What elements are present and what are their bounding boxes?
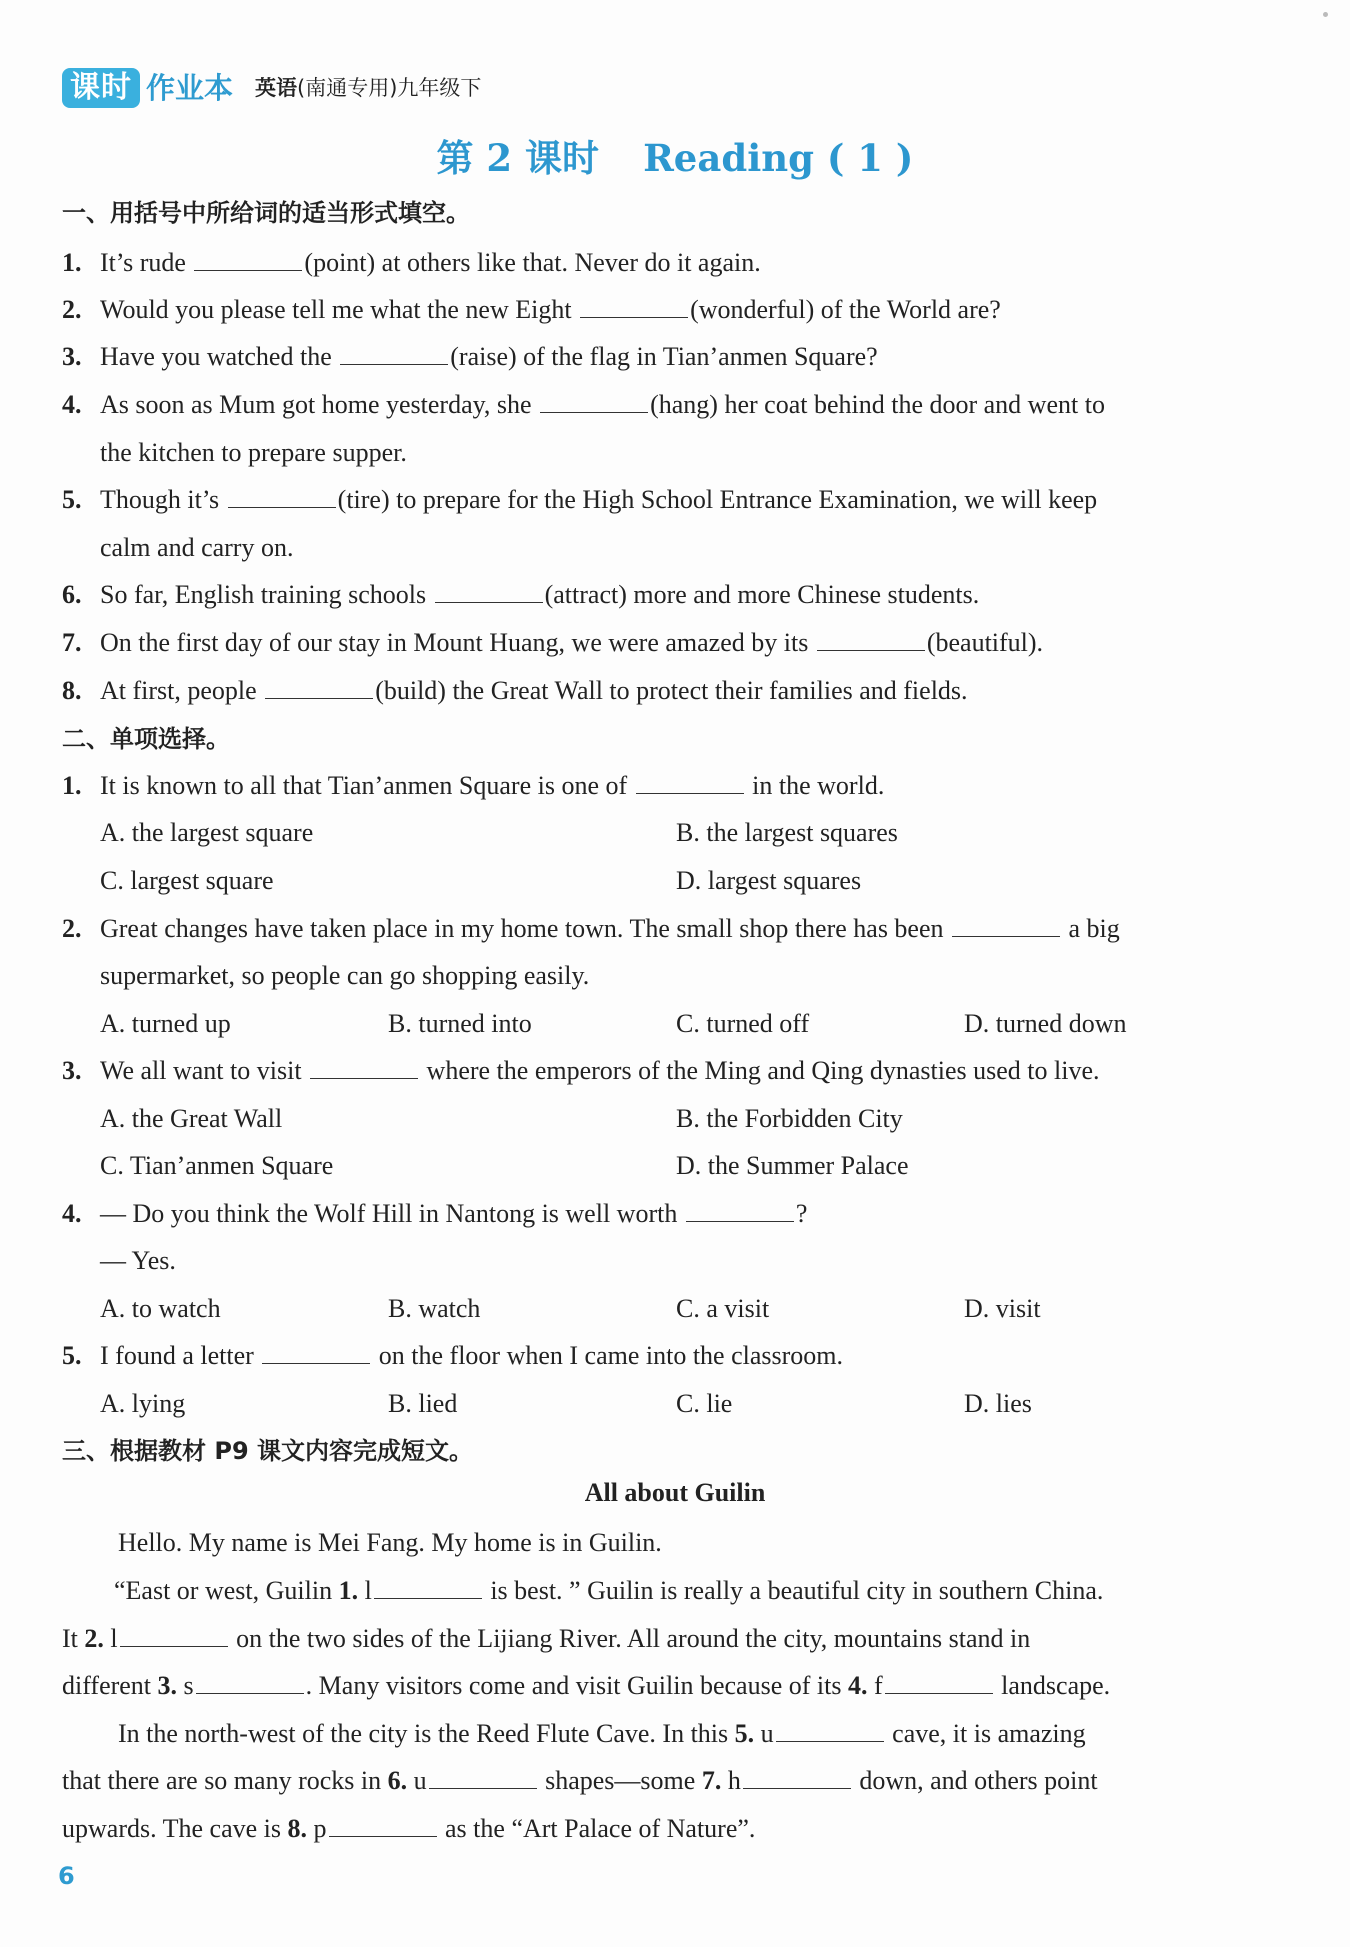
passage-line-6: that there are so many rocks in 6. u shapes—some 7. h down, and others point (62, 1766, 1098, 1795)
page-title (0, 128, 1350, 182)
book-header (62, 64, 481, 108)
p2-q2: 2. Great changes have taken place in my home town. The small shop there has been a big (62, 914, 1120, 943)
corner-mark (1323, 12, 1328, 17)
p1-item-8: 8. At first, people (build) the Great Wall to protect their families and fields. (62, 676, 968, 705)
option-a[interactable]: A. the Great Wall (100, 1104, 283, 1133)
option-d[interactable]: D. visit (964, 1294, 1041, 1323)
option-c[interactable]: C. turned off (676, 1009, 810, 1038)
passage-line-7: upwards. The cave is 8. p as the “Art Palace of Nature”. (62, 1814, 756, 1843)
p2-q4-reply: — Yes. (100, 1246, 176, 1275)
p2-q2-cont: supermarket, so people can go shopping easily. (100, 961, 590, 990)
option-b[interactable]: B. the Forbidden City (676, 1104, 903, 1133)
answer-blank[interactable] (686, 1197, 794, 1222)
p1-item-5: 5. Though it’s (tire) to prepare for the High School Entrance Examination, we will keep (62, 485, 1098, 514)
part2-heading: 二、单项选择。 (62, 725, 230, 753)
passage-line-2: “East or west, Guilin 1. l is best. ” Guilin is really a beautiful city in southern China. (114, 1576, 1104, 1605)
option-d[interactable]: D. the Summer Palace (676, 1151, 909, 1180)
p1-item-2: 2. Would you please tell me what the new Eight (wonderful) of the World are? (62, 295, 1001, 324)
p1-item-4: 4. As soon as Mum got home yesterday, she (hang) her coat behind the door and went to (62, 390, 1105, 419)
p1-item-6: 6. So far, English training schools (attract) more and more Chinese students. (62, 580, 980, 609)
option-a[interactable]: A. lying (100, 1389, 186, 1418)
passage-line-1: Hello. My name is Mei Fang. My home is in Guilin. (118, 1528, 662, 1557)
answer-blank[interactable] (262, 1339, 370, 1364)
part3-heading: 三、根据教材 P9 课文内容完成短文。 (62, 1437, 473, 1465)
option-b[interactable]: B. the largest squares (676, 818, 898, 847)
answer-blank[interactable] (374, 1574, 482, 1599)
option-c[interactable]: C. Tian’anmen Square (100, 1151, 334, 1180)
answer-blank[interactable] (636, 769, 744, 794)
p2-q4: 4. — Do you think the Wolf Hill in Nantong is well worth ? (62, 1199, 808, 1228)
answer-blank[interactable] (743, 1764, 851, 1789)
answer-blank[interactable] (265, 674, 373, 699)
p1-item-7: 7. On the first day of our stay in Mount Huang, we were amazed by its (beautiful). (62, 628, 1044, 657)
answer-blank[interactable] (580, 293, 688, 318)
option-b[interactable]: B. watch (388, 1294, 481, 1323)
option-b[interactable]: B. lied (388, 1389, 458, 1418)
option-a[interactable]: A. the largest square (100, 818, 314, 847)
answer-blank[interactable] (329, 1812, 437, 1837)
p2-q1: 1. It is known to all that Tian’anmen Square is one of in the world. (62, 771, 885, 800)
answer-blank[interactable] (952, 912, 1060, 937)
book-subtitle (255, 68, 481, 108)
option-a[interactable]: A. to watch (100, 1294, 221, 1323)
lesson-label: 第 2 课时 (436, 136, 600, 180)
passage-title: All about Guilin (584, 1478, 766, 1507)
answer-blank[interactable] (540, 388, 648, 413)
option-a[interactable]: A. turned up (100, 1009, 231, 1038)
option-d[interactable]: D. turned down (964, 1009, 1127, 1038)
answer-blank[interactable] (196, 1669, 304, 1694)
passage-line-5: In the north-west of the city is the Reed Flute Cave. In this 5. u cave, it is amazing (118, 1719, 1086, 1748)
option-d[interactable]: D. lies (964, 1389, 1032, 1418)
answer-blank[interactable] (885, 1669, 993, 1694)
book-logo (62, 68, 233, 108)
logo-mark: 课时 (62, 68, 140, 108)
answer-blank[interactable] (340, 340, 448, 365)
answer-blank[interactable] (228, 483, 336, 508)
passage-line-4: different 3. s . Many visitors come and visit Guilin because of its 4. f landscape. (62, 1671, 1111, 1700)
answer-blank[interactable] (817, 626, 925, 651)
p1-item-4-cont: the kitchen to prepare supper. (100, 438, 407, 467)
answer-blank[interactable] (120, 1622, 228, 1647)
answer-blank[interactable] (776, 1717, 884, 1742)
option-b[interactable]: B. turned into (388, 1009, 532, 1038)
option-c[interactable]: C. a visit (676, 1294, 770, 1323)
subject: 英语 (255, 76, 298, 100)
option-d[interactable]: D. largest squares (676, 866, 862, 895)
lesson-name: Reading ( 1 ) (643, 136, 914, 180)
answer-blank[interactable] (194, 246, 302, 271)
p1-item-1: 1. It’s rude (point) at others like that. Never do it again. (62, 248, 761, 277)
logo-text: 作业本 (146, 71, 234, 105)
page-number: 6 (58, 1862, 75, 1890)
part1-heading: 一、用括号中所给词的适当形式填空。 (62, 199, 470, 227)
option-c[interactable]: C. lie (676, 1389, 733, 1418)
answer-blank[interactable] (310, 1054, 418, 1079)
p2-q5: 5. I found a letter on the floor when I came into the classroom. (62, 1341, 844, 1370)
p1-item-5-cont: calm and carry on. (100, 533, 294, 562)
answer-blank[interactable] (429, 1764, 537, 1789)
p1-item-3: 3. Have you watched the (raise) of the flag in Tian’anmen Square? (62, 342, 878, 371)
passage-line-3: It 2. l on the two sides of the Lijiang River. All around the city, mountains stand in (62, 1624, 1031, 1653)
answer-blank[interactable] (435, 578, 543, 603)
option-c[interactable]: C. largest square (100, 866, 274, 895)
edition: (南通专用)九年级下 (297, 76, 482, 100)
p2-q3: 3. We all want to visit where the emperors of the Ming and Qing dynasties used to live. (62, 1056, 1100, 1085)
